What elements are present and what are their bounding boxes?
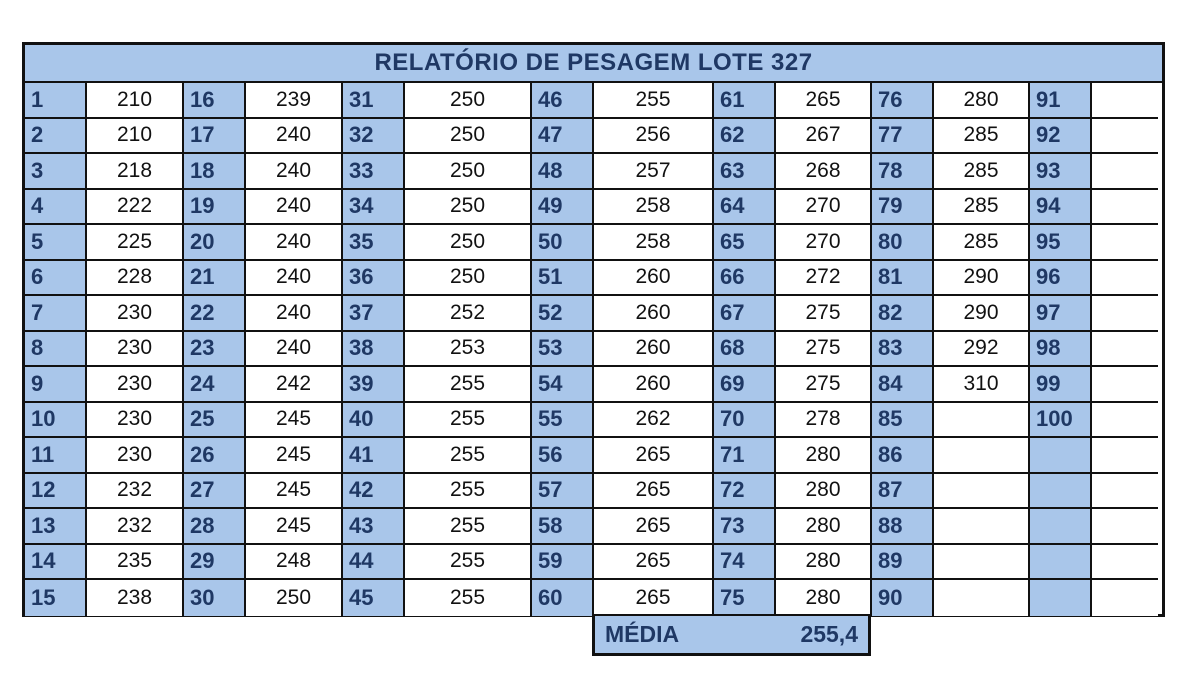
animal-number-cell: 43 bbox=[343, 509, 405, 545]
weight-cell: 258 bbox=[594, 190, 714, 226]
weight-cell: 250 bbox=[405, 261, 532, 297]
animal-number-cell: 36 bbox=[343, 261, 405, 297]
weighing-report-table bbox=[22, 42, 1165, 617]
weight-cell bbox=[1092, 190, 1158, 226]
animal-number-cell: 39 bbox=[343, 367, 405, 403]
animal-number-cell: 3 bbox=[25, 154, 87, 190]
animal-number-cell: 32 bbox=[343, 119, 405, 155]
weight-cell: 290 bbox=[934, 261, 1030, 297]
weight-cell: 225 bbox=[87, 225, 184, 261]
weight-cell: 268 bbox=[776, 154, 872, 190]
weight-cell: 272 bbox=[776, 261, 872, 297]
weight-cell bbox=[1092, 509, 1158, 545]
weight-cell: 240 bbox=[246, 119, 343, 155]
weight-cell: 238 bbox=[87, 580, 184, 616]
weight-cell: 230 bbox=[87, 403, 184, 439]
animal-number-cell: 93 bbox=[1030, 154, 1092, 190]
animal-number-cell bbox=[1030, 545, 1092, 581]
weight-cell bbox=[934, 509, 1030, 545]
weight-cell: 250 bbox=[405, 154, 532, 190]
animal-number-cell bbox=[1030, 438, 1092, 474]
weight-cell: 278 bbox=[776, 403, 872, 439]
animal-number-cell: 5 bbox=[25, 225, 87, 261]
animal-number-cell: 82 bbox=[872, 296, 934, 332]
animal-number-cell: 60 bbox=[532, 580, 594, 616]
weight-cell: 245 bbox=[246, 438, 343, 474]
animal-number-cell: 26 bbox=[184, 438, 246, 474]
animal-number-cell: 38 bbox=[343, 332, 405, 368]
animal-number-cell: 48 bbox=[532, 154, 594, 190]
animal-number-cell: 34 bbox=[343, 190, 405, 226]
weight-cell bbox=[934, 474, 1030, 510]
animal-number-cell: 46 bbox=[532, 83, 594, 119]
weight-cell: 270 bbox=[776, 225, 872, 261]
weight-cell: 265 bbox=[594, 545, 714, 581]
animal-number-cell bbox=[1030, 509, 1092, 545]
weight-cell: 255 bbox=[405, 509, 532, 545]
weight-cell bbox=[1092, 119, 1158, 155]
animal-number-cell: 44 bbox=[343, 545, 405, 581]
animal-number-cell: 16 bbox=[184, 83, 246, 119]
animal-number-cell: 67 bbox=[714, 296, 776, 332]
animal-number-cell: 47 bbox=[532, 119, 594, 155]
animal-number-cell: 65 bbox=[714, 225, 776, 261]
weight-cell: 280 bbox=[776, 580, 872, 616]
weight-cell: 290 bbox=[934, 296, 1030, 332]
weight-cell: 253 bbox=[405, 332, 532, 368]
weight-cell: 258 bbox=[594, 225, 714, 261]
animal-number-cell: 18 bbox=[184, 154, 246, 190]
weight-cell: 222 bbox=[87, 190, 184, 226]
report-title: RELATÓRIO DE PESAGEM LOTE 327 bbox=[25, 45, 1162, 83]
weight-cell: 265 bbox=[594, 438, 714, 474]
weight-cell: 280 bbox=[934, 83, 1030, 119]
animal-number-cell: 7 bbox=[25, 296, 87, 332]
weight-cell: 280 bbox=[776, 438, 872, 474]
weight-cell bbox=[934, 403, 1030, 439]
weight-cell: 230 bbox=[87, 438, 184, 474]
animal-number-cell: 23 bbox=[184, 332, 246, 368]
weight-cell: 240 bbox=[246, 296, 343, 332]
animal-number-cell: 12 bbox=[25, 474, 87, 510]
animal-number-cell: 71 bbox=[714, 438, 776, 474]
animal-number-cell: 73 bbox=[714, 509, 776, 545]
weight-cell: 262 bbox=[594, 403, 714, 439]
weight-cell: 280 bbox=[776, 545, 872, 581]
animal-number-cell: 49 bbox=[532, 190, 594, 226]
animal-number-cell: 89 bbox=[872, 545, 934, 581]
animal-number-cell: 20 bbox=[184, 225, 246, 261]
weight-cell: 235 bbox=[87, 545, 184, 581]
weight-cell: 267 bbox=[776, 119, 872, 155]
animal-number-cell: 81 bbox=[872, 261, 934, 297]
weight-cell: 275 bbox=[776, 367, 872, 403]
animal-number-cell: 19 bbox=[184, 190, 246, 226]
weight-cell: 255 bbox=[405, 438, 532, 474]
animal-number-cell: 72 bbox=[714, 474, 776, 510]
weight-cell: 252 bbox=[405, 296, 532, 332]
weight-cell: 245 bbox=[246, 474, 343, 510]
weight-cell: 210 bbox=[87, 83, 184, 119]
weight-cell: 255 bbox=[405, 545, 532, 581]
weight-cell: 260 bbox=[594, 367, 714, 403]
animal-number-cell: 77 bbox=[872, 119, 934, 155]
weight-cell bbox=[1092, 225, 1158, 261]
weight-cell bbox=[934, 580, 1030, 616]
weight-cell bbox=[1092, 261, 1158, 297]
weight-cell: 310 bbox=[934, 367, 1030, 403]
animal-number-cell: 55 bbox=[532, 403, 594, 439]
animal-number-cell: 78 bbox=[872, 154, 934, 190]
animal-number-cell: 37 bbox=[343, 296, 405, 332]
average-label: MÉDIA bbox=[605, 621, 680, 647]
weight-cell bbox=[1092, 367, 1158, 403]
weight-cell: 285 bbox=[934, 119, 1030, 155]
weight-cell: 280 bbox=[776, 509, 872, 545]
weight-cell: 245 bbox=[246, 509, 343, 545]
animal-number-cell: 64 bbox=[714, 190, 776, 226]
animal-number-cell: 75 bbox=[714, 580, 776, 616]
weight-cell: 210 bbox=[87, 119, 184, 155]
weight-cell: 257 bbox=[594, 154, 714, 190]
weight-cell bbox=[1092, 438, 1158, 474]
animal-number-cell: 96 bbox=[1030, 261, 1092, 297]
animal-number-cell: 45 bbox=[343, 580, 405, 616]
animal-number-cell: 91 bbox=[1030, 83, 1092, 119]
weight-cell: 250 bbox=[246, 580, 343, 616]
animal-number-cell: 86 bbox=[872, 438, 934, 474]
animal-number-cell: 22 bbox=[184, 296, 246, 332]
animal-number-cell: 74 bbox=[714, 545, 776, 581]
weight-cell: 285 bbox=[934, 225, 1030, 261]
weight-cell: 239 bbox=[246, 83, 343, 119]
weight-cell bbox=[1092, 474, 1158, 510]
weight-cell: 260 bbox=[594, 332, 714, 368]
animal-number-cell: 52 bbox=[532, 296, 594, 332]
animal-number-cell: 90 bbox=[872, 580, 934, 616]
animal-number-cell: 85 bbox=[872, 403, 934, 439]
weight-cell: 250 bbox=[405, 83, 532, 119]
animal-number-cell: 59 bbox=[532, 545, 594, 581]
animal-number-cell: 2 bbox=[25, 119, 87, 155]
animal-number-cell: 17 bbox=[184, 119, 246, 155]
weight-cell: 240 bbox=[246, 154, 343, 190]
weight-cell: 245 bbox=[246, 403, 343, 439]
weight-cell bbox=[1092, 580, 1158, 616]
animal-number-cell: 4 bbox=[25, 190, 87, 226]
animal-number-cell: 76 bbox=[872, 83, 934, 119]
weight-cell: 255 bbox=[405, 474, 532, 510]
weight-cell: 255 bbox=[594, 83, 714, 119]
weight-cell: 218 bbox=[87, 154, 184, 190]
animal-number-cell bbox=[1030, 580, 1092, 616]
weight-cell: 240 bbox=[246, 190, 343, 226]
weight-cell: 260 bbox=[594, 261, 714, 297]
weight-cell: 232 bbox=[87, 474, 184, 510]
animal-number-cell: 88 bbox=[872, 509, 934, 545]
animal-number-cell: 100 bbox=[1030, 403, 1092, 439]
animal-number-cell: 95 bbox=[1030, 225, 1092, 261]
weight-cell bbox=[1092, 154, 1158, 190]
animal-number-cell: 35 bbox=[343, 225, 405, 261]
weight-cell: 230 bbox=[87, 332, 184, 368]
animal-number-cell: 92 bbox=[1030, 119, 1092, 155]
animal-number-cell: 94 bbox=[1030, 190, 1092, 226]
weight-cell: 240 bbox=[246, 261, 343, 297]
animal-number-cell: 53 bbox=[532, 332, 594, 368]
weight-cell: 250 bbox=[405, 225, 532, 261]
animal-number-cell: 50 bbox=[532, 225, 594, 261]
animal-number-cell: 57 bbox=[532, 474, 594, 510]
animal-number-cell: 42 bbox=[343, 474, 405, 510]
weight-cell: 240 bbox=[246, 332, 343, 368]
animal-number-cell: 80 bbox=[872, 225, 934, 261]
animal-number-cell: 1 bbox=[25, 83, 87, 119]
animal-number-cell: 41 bbox=[343, 438, 405, 474]
animal-number-cell: 29 bbox=[184, 545, 246, 581]
weight-cell: 250 bbox=[405, 190, 532, 226]
weight-cell: 240 bbox=[246, 225, 343, 261]
weight-cell: 260 bbox=[594, 296, 714, 332]
animal-number-cell: 24 bbox=[184, 367, 246, 403]
weights-grid bbox=[25, 83, 1162, 616]
animal-number-cell: 79 bbox=[872, 190, 934, 226]
weight-cell: 256 bbox=[594, 119, 714, 155]
weight-cell: 275 bbox=[776, 296, 872, 332]
animal-number-cell: 13 bbox=[25, 509, 87, 545]
animal-number-cell: 14 bbox=[25, 545, 87, 581]
weight-cell: 265 bbox=[594, 474, 714, 510]
animal-number-cell: 98 bbox=[1030, 332, 1092, 368]
weight-cell: 230 bbox=[87, 367, 184, 403]
weight-cell bbox=[1092, 403, 1158, 439]
animal-number-cell: 58 bbox=[532, 509, 594, 545]
weight-cell: 250 bbox=[405, 119, 532, 155]
weight-cell bbox=[934, 438, 1030, 474]
animal-number-cell: 25 bbox=[184, 403, 246, 439]
animal-number-cell: 15 bbox=[25, 580, 87, 616]
weight-cell bbox=[1092, 296, 1158, 332]
weight-cell: 280 bbox=[776, 474, 872, 510]
animal-number-cell: 84 bbox=[872, 367, 934, 403]
animal-number-cell: 69 bbox=[714, 367, 776, 403]
weight-cell: 292 bbox=[934, 332, 1030, 368]
animal-number-cell: 27 bbox=[184, 474, 246, 510]
weight-cell: 275 bbox=[776, 332, 872, 368]
weight-cell: 248 bbox=[246, 545, 343, 581]
weight-cell: 265 bbox=[776, 83, 872, 119]
average-value: 255,4 bbox=[800, 621, 858, 647]
weight-cell: 230 bbox=[87, 296, 184, 332]
animal-number-cell: 54 bbox=[532, 367, 594, 403]
weight-cell: 255 bbox=[405, 580, 532, 616]
animal-number-cell: 63 bbox=[714, 154, 776, 190]
weight-cell bbox=[934, 545, 1030, 581]
animal-number-cell: 11 bbox=[25, 438, 87, 474]
animal-number-cell: 97 bbox=[1030, 296, 1092, 332]
weight-cell: 255 bbox=[405, 403, 532, 439]
animal-number-cell: 99 bbox=[1030, 367, 1092, 403]
animal-number-cell: 33 bbox=[343, 154, 405, 190]
animal-number-cell: 30 bbox=[184, 580, 246, 616]
animal-number-cell: 21 bbox=[184, 261, 246, 297]
weight-cell: 265 bbox=[594, 580, 714, 616]
animal-number-cell: 87 bbox=[872, 474, 934, 510]
animal-number-cell: 83 bbox=[872, 332, 934, 368]
weight-cell: 270 bbox=[776, 190, 872, 226]
animal-number-cell: 10 bbox=[25, 403, 87, 439]
weight-cell bbox=[1092, 545, 1158, 581]
animal-number-cell: 62 bbox=[714, 119, 776, 155]
weight-cell bbox=[1092, 332, 1158, 368]
animal-number-cell: 66 bbox=[714, 261, 776, 297]
animal-number-cell: 51 bbox=[532, 261, 594, 297]
weight-cell: 285 bbox=[934, 154, 1030, 190]
animal-number-cell: 70 bbox=[714, 403, 776, 439]
animal-number-cell: 9 bbox=[25, 367, 87, 403]
animal-number-cell: 31 bbox=[343, 83, 405, 119]
weight-cell: 242 bbox=[246, 367, 343, 403]
animal-number-cell: 28 bbox=[184, 509, 246, 545]
animal-number-cell: 56 bbox=[532, 438, 594, 474]
weight-cell: 228 bbox=[87, 261, 184, 297]
animal-number-cell: 40 bbox=[343, 403, 405, 439]
weight-cell: 255 bbox=[405, 367, 532, 403]
average-row bbox=[592, 614, 871, 656]
animal-number-cell bbox=[1030, 474, 1092, 510]
weight-cell: 285 bbox=[934, 190, 1030, 226]
animal-number-cell: 6 bbox=[25, 261, 87, 297]
animal-number-cell: 68 bbox=[714, 332, 776, 368]
weight-cell: 265 bbox=[594, 509, 714, 545]
animal-number-cell: 8 bbox=[25, 332, 87, 368]
weight-cell bbox=[1092, 83, 1158, 119]
weight-cell: 232 bbox=[87, 509, 184, 545]
animal-number-cell: 61 bbox=[714, 83, 776, 119]
